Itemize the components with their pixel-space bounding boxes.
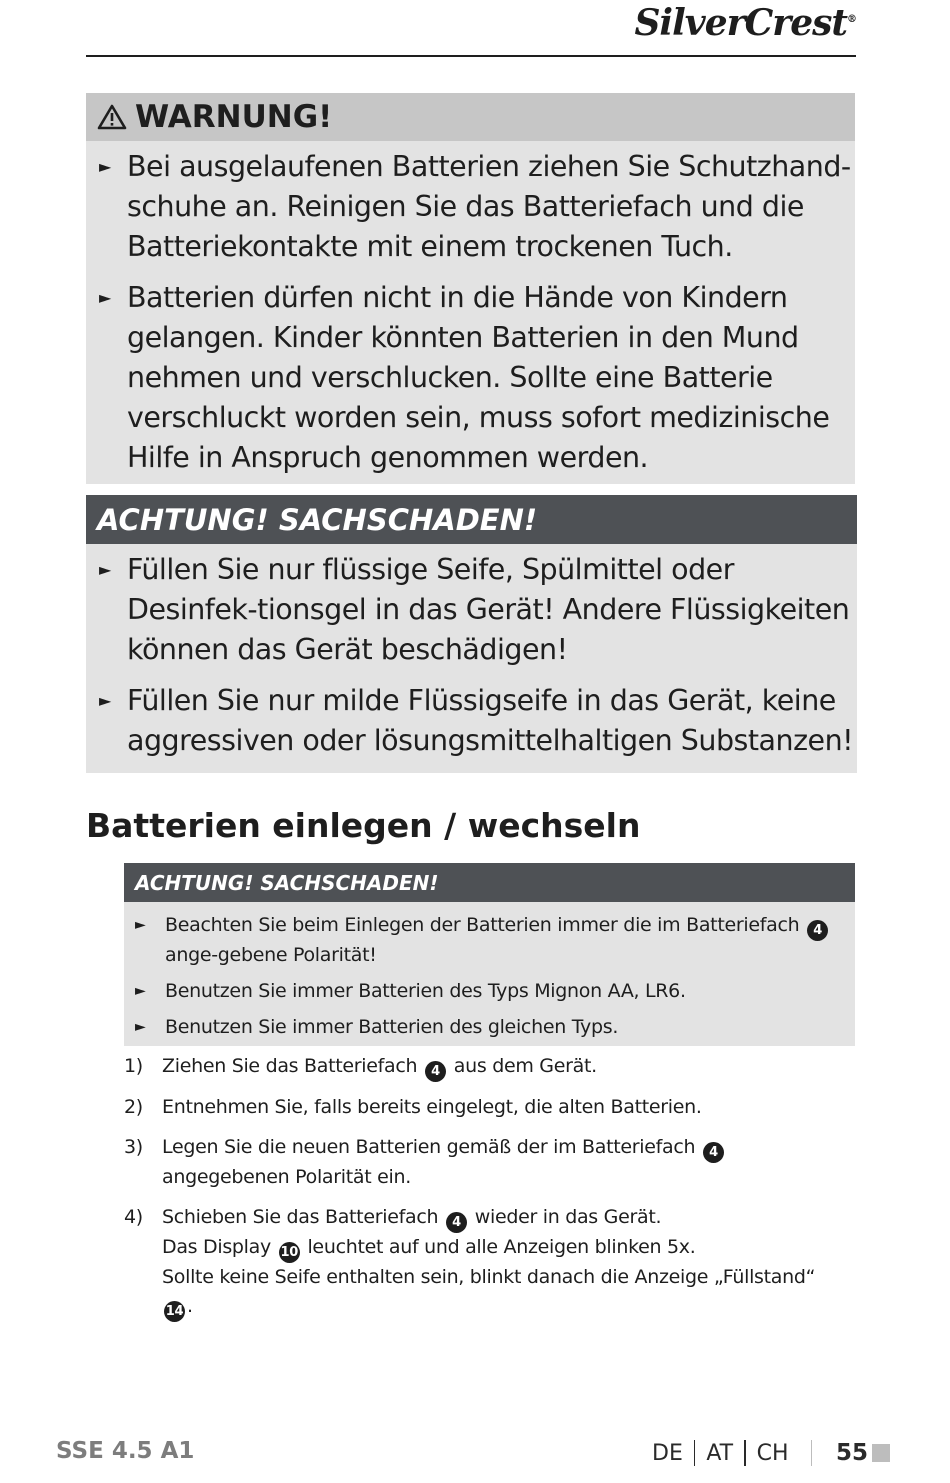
step-number: 2) bbox=[124, 1096, 143, 1118]
triangle-right-icon: ► bbox=[99, 691, 111, 710]
warning-title-text: WARNUNG! bbox=[135, 99, 333, 135]
step-line bbox=[162, 1263, 844, 1322]
footer-lang-ch: CH bbox=[756, 1440, 789, 1466]
small-caution-box bbox=[124, 863, 855, 1046]
footer-model: SSE 4.5 A1 bbox=[56, 1438, 195, 1464]
list-item-text: Benutzen Sie immer Batterien des gleichen Typs. bbox=[165, 1016, 619, 1038]
footer-languages bbox=[652, 1440, 890, 1466]
page-number: 55 bbox=[836, 1440, 869, 1466]
step-text: Das Display bbox=[162, 1236, 271, 1258]
triangle-right-icon: ► bbox=[99, 560, 111, 579]
step-item bbox=[124, 1203, 844, 1322]
part-number-badge: 10 bbox=[279, 1242, 300, 1263]
footer-lang-at: AT bbox=[706, 1440, 734, 1466]
step-item bbox=[124, 1093, 844, 1122]
caution-title-bar bbox=[86, 495, 857, 544]
part-number-badge: 4 bbox=[425, 1061, 446, 1082]
warning-box bbox=[86, 93, 855, 484]
list-item-text: Beachten Sie beim Einlegen der Batterien immer die im Batteriefach bbox=[165, 914, 800, 936]
warning-title bbox=[97, 99, 332, 135]
triangle-right-icon: ► bbox=[135, 1019, 146, 1035]
list-item bbox=[135, 977, 855, 1006]
brand-logo bbox=[634, 2, 856, 44]
footer-lang-de: DE bbox=[652, 1440, 683, 1466]
small-caution-title-bar bbox=[124, 863, 855, 902]
list-item-text: Bei ausgelaufenen Batterien ziehen Sie Schutzhand-schuhe an. Reinigen Sie das Batteriefach und die Batteriekontakte mit einem trockenen Tuch. bbox=[127, 150, 851, 263]
step-number: 4) bbox=[124, 1206, 143, 1228]
step-text: Sollte keine Seife enthalten sein, blinkt danach die Anzeige „Füllstand“ bbox=[162, 1266, 816, 1288]
footer-divider bbox=[811, 1440, 813, 1466]
part-number-badge: 4 bbox=[807, 920, 828, 941]
footer-divider bbox=[694, 1440, 696, 1466]
list-item bbox=[99, 550, 857, 670]
list-item-text: ange-gebene Polarität! bbox=[165, 944, 377, 966]
warning-title-bar bbox=[86, 93, 855, 141]
list-item-text: Batterien dürfen nicht in die Hände von Kindern gelangen. Kinder könnten Batterien in den Mund nehmen und verschlucken. Sollte eine Batterie verschluckt worden sein, muss sofort medizinische Hilfe in Anspruch genommen werden. bbox=[127, 281, 830, 474]
part-number-badge: 4 bbox=[446, 1212, 467, 1233]
header-rule bbox=[86, 55, 856, 57]
step-number: 1) bbox=[124, 1055, 143, 1077]
list-item-text: Benutzen Sie immer Batterien des Typs Mignon AA, LR6. bbox=[165, 980, 686, 1002]
caution-title: ACHTUNG! SACHSCHADEN! bbox=[97, 502, 538, 537]
triangle-right-icon: ► bbox=[135, 983, 146, 999]
warning-list bbox=[86, 141, 855, 478]
section-title: Batterien einlegen / wechseln bbox=[86, 806, 641, 845]
list-item bbox=[99, 147, 855, 267]
triangle-right-icon: ► bbox=[99, 288, 111, 307]
step-text: aus dem Gerät. bbox=[453, 1055, 597, 1077]
step-line bbox=[162, 1233, 844, 1263]
caution-list bbox=[86, 544, 857, 761]
triangle-right-icon: ► bbox=[135, 917, 146, 933]
step-text: Entnehmen Sie, falls bereits eingelegt, die alten Batterien. bbox=[162, 1096, 702, 1118]
step-text: . bbox=[187, 1295, 193, 1317]
step-number: 3) bbox=[124, 1136, 143, 1158]
footer-divider bbox=[744, 1440, 746, 1466]
list-item bbox=[135, 911, 855, 970]
list-item-text: Füllen Sie nur milde Flüssigseife in das Gerät, keine aggressiven oder lösungsmittelhaltigen Substanzen! bbox=[127, 684, 854, 757]
step-line bbox=[162, 1203, 844, 1233]
step-item bbox=[124, 1052, 844, 1082]
brand-name: SilverCrest bbox=[634, 2, 847, 44]
list-item bbox=[99, 681, 857, 761]
step-text: leuchtet auf und alle Anzeigen blinken 5x. bbox=[307, 1236, 696, 1258]
small-caution-list bbox=[124, 902, 855, 1042]
step-item bbox=[124, 1133, 844, 1192]
page-square-icon bbox=[872, 1444, 890, 1462]
caution-box bbox=[86, 495, 857, 773]
list-item bbox=[99, 278, 855, 478]
list-item bbox=[135, 1013, 855, 1042]
part-number-badge: 14 bbox=[164, 1301, 185, 1322]
step-text: Ziehen Sie das Batteriefach bbox=[162, 1055, 418, 1077]
steps-list bbox=[124, 1052, 844, 1333]
list-item-text: Füllen Sie nur flüssige Seife, Spülmittel oder Desinfek-tionsgel in das Gerät! Andere Flüssigkeiten können das Gerät beschädigen! bbox=[127, 553, 850, 666]
step-text: wieder in das Gerät. bbox=[474, 1206, 662, 1228]
triangle-right-icon: ► bbox=[99, 157, 111, 176]
small-caution-title: ACHTUNG! SACHSCHADEN! bbox=[135, 870, 439, 895]
part-number-badge: 4 bbox=[703, 1142, 724, 1163]
step-text: angegebenen Polarität ein. bbox=[162, 1166, 411, 1188]
step-text: Legen Sie die neuen Batterien gemäß der im Batteriefach bbox=[162, 1136, 696, 1158]
registered-mark: ® bbox=[847, 14, 856, 25]
warning-triangle-icon bbox=[97, 104, 127, 130]
step-text: Schieben Sie das Batteriefach bbox=[162, 1206, 439, 1228]
